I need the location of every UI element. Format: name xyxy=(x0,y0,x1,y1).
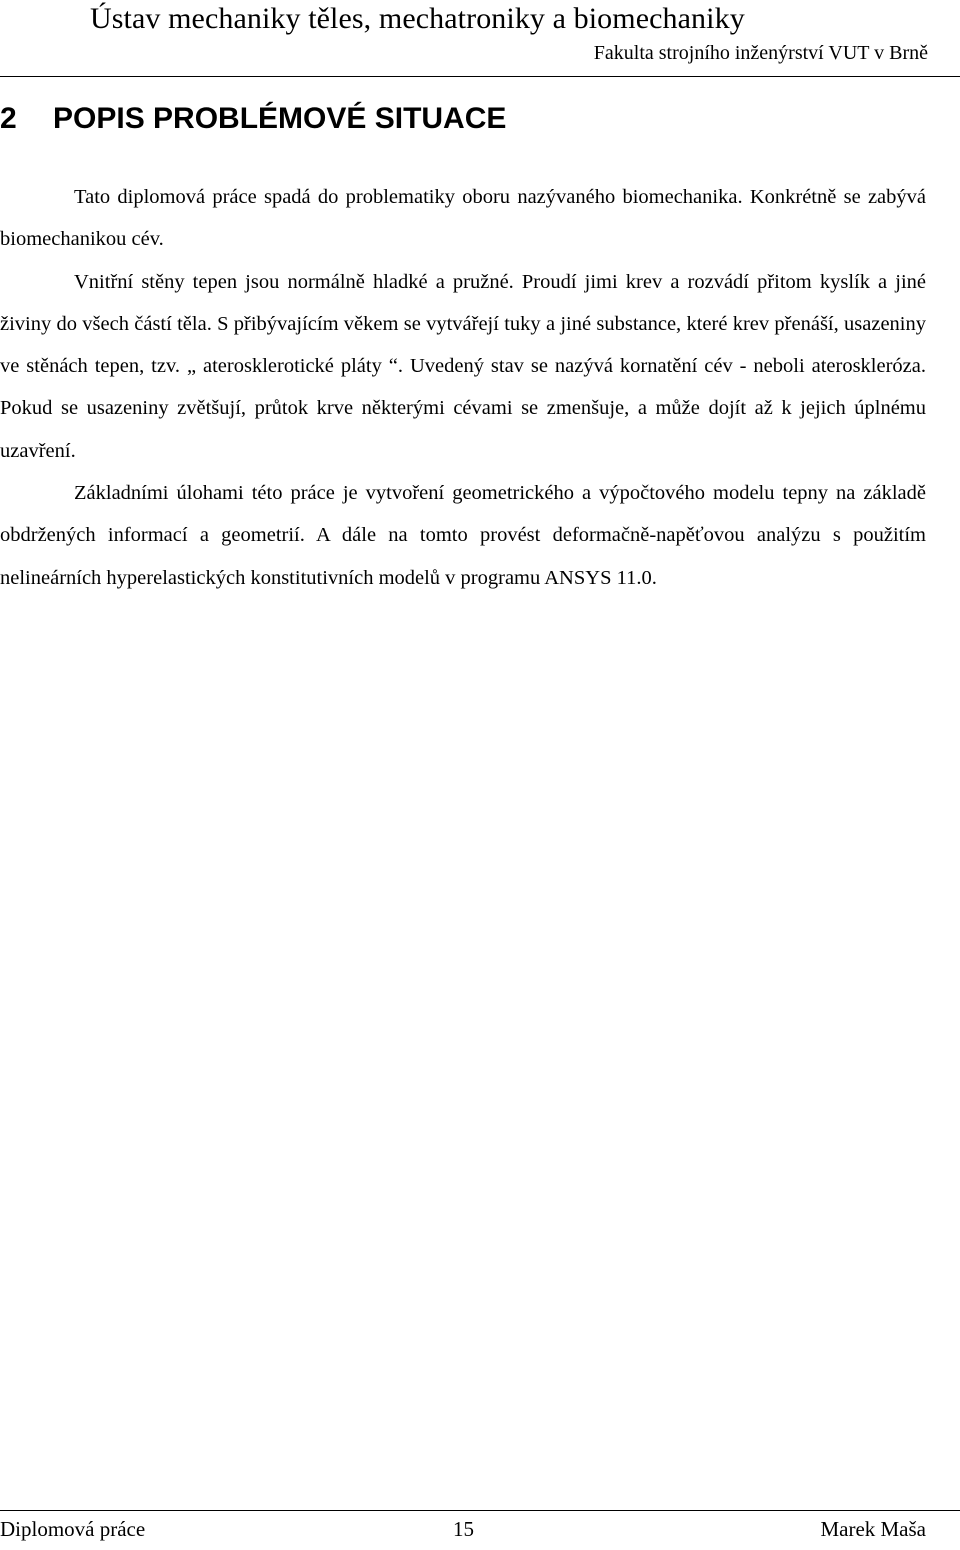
institute-title: Ústav mechaniky těles, mechatroniky a biomechaniky xyxy=(90,2,745,35)
chapter-number: 2 xyxy=(0,102,17,135)
body-text xyxy=(0,176,926,599)
footer-divider xyxy=(0,1510,960,1511)
chapter-heading xyxy=(0,102,506,136)
page-header xyxy=(0,0,960,80)
page-footer xyxy=(0,1510,926,1550)
page-number: 15 xyxy=(453,1517,474,1541)
header-divider xyxy=(0,76,960,77)
chapter-title: POPIS PROBLÉMOVÉ SITUACE xyxy=(53,102,507,135)
faculty-subtitle: Fakulta strojního inženýrství VUT v Brně xyxy=(593,42,928,64)
document-type: Diplomová práce xyxy=(0,1517,146,1541)
paragraph-2: Vnitřní stěny tepen jsou normálně hladké a pružné. Proudí jimi krev a rozvádí přitom kyslík a jiné živiny do všech částí těla. S přibývajícím věkem se vytvářejí tuky a jiné substance, které krev přenáší, usazeniny ve stěnách tepen, tzv. „ aterosklerotické pláty “. Uvedený stav se nazývá kornatění cév - neboli ateroskleróza. Pokud se usazeniny zvětšují, průtok krve některými cévami se zmenšuje, a může dojít až k jejich úplnému uzavření. xyxy=(0,270,926,462)
author-name: Marek Maša xyxy=(820,1517,926,1541)
paragraph-3: Základními úlohami této práce je vytvoření geometrického a výpočtového modelu tepny na základě obdržených informací a geometrií. A dále na tomto provést deformačně-napěťovou analýzu s použitím nelineárních hyperelastických konstitutivních modelů v programu ANSYS 11.0. xyxy=(0,482,926,589)
paragraph-1: Tato diplomová práce spadá do problematiky oboru nazývaného biomechanika. Konkrétně se zabývá biomechanikou cév. xyxy=(0,186,926,251)
